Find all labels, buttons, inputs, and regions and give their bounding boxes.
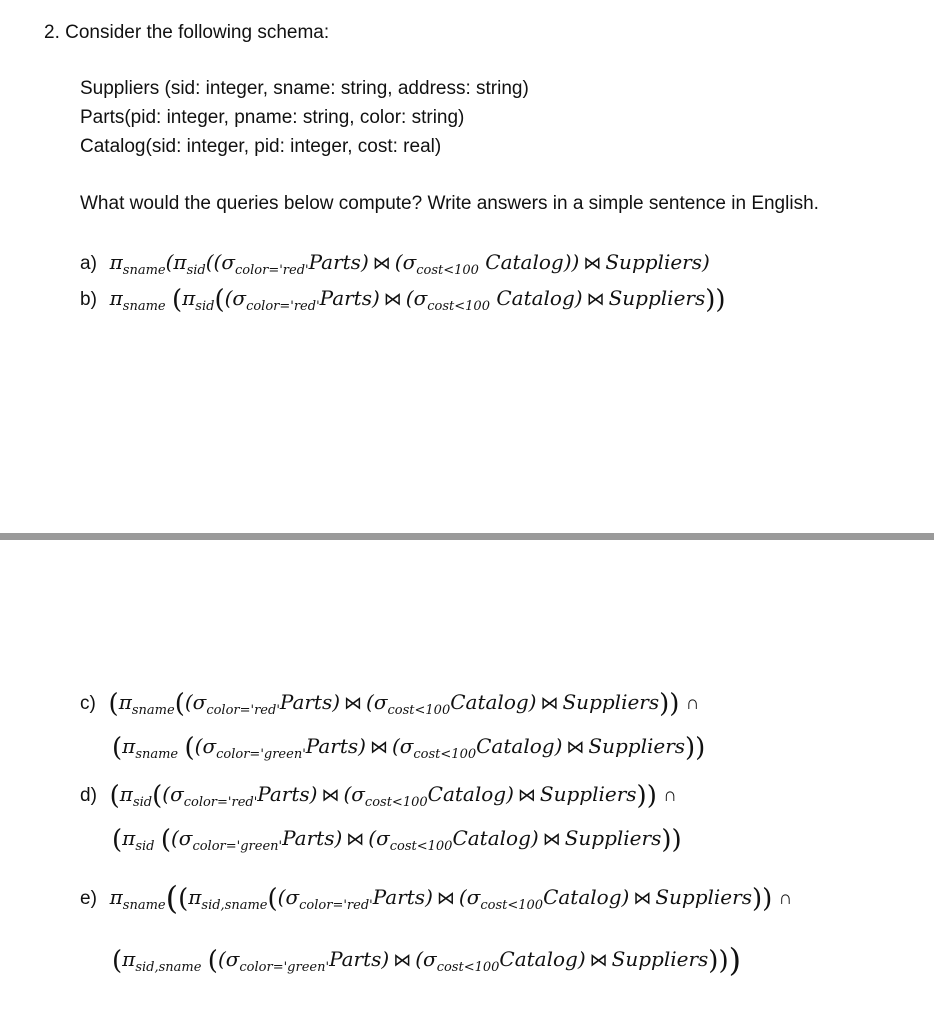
section-divider bbox=[0, 533, 934, 540]
question-prompt: What would the queries below compute? Write answers in a simple sentence in English. bbox=[80, 193, 819, 214]
query-e-line1: e) $\pi_{sname}((\pi_{sid,sname}((\sigma_{color='red'}Parts)$ ⋈ $(\sigma_{cost<100}Catalog)$ ⋈ Suppliers)) ∩ bbox=[80, 879, 793, 917]
query-c-line1: c) ($\pi_{sname}((\sigma_{color='red'}Parts)$ ⋈ $(\sigma_{cost<100}Catalog)$ ⋈ Suppliers)) ∩ bbox=[80, 689, 700, 719]
query-c-line2: ($\pi_{sname}$ ($(\sigma_{color='green'}Parts)$ ⋈ $(\sigma_{cost<100}Catalog)$ ⋈ Suppliers)) bbox=[112, 733, 706, 763]
query-a: a) $\pi_{sname}(\pi_{sid}((\sigma_{color='red'}Parts)$ ⋈ ($\sigma_{cost<100}$ Catalog)) ⋈ Suppliers) bbox=[80, 250, 710, 278]
schema-parts: Parts(pid: integer, pname: string, color: string) bbox=[80, 107, 465, 128]
schema-catalog: Catalog(sid: integer, pid: integer, cost: real) bbox=[80, 136, 442, 157]
query-b: b) $\pi_{sname}$ ($\pi_{sid}((\sigma_{color='red'}Parts)$ ⋈ ($\sigma_{cost<100}$ Catalog) ⋈ Suppliers)) bbox=[80, 285, 726, 315]
query-d-line1: d) ($\pi_{sid}((\sigma_{color='red'}Parts)$ ⋈ $(\sigma_{cost<100}Catalog)$ ⋈ Suppliers)) ∩ bbox=[80, 781, 677, 811]
problem-heading: 2. Consider the following schema: bbox=[44, 22, 330, 43]
query-e-line2: ($\pi_{sid,sname}$ ($(\sigma_{color='green'}Parts)$ ⋈ $(\sigma_{cost<100}Catalog)$ ⋈ Suppliers))) bbox=[112, 941, 742, 979]
schema-suppliers: Suppliers (sid: integer, sname: string, address: string) bbox=[80, 78, 529, 99]
query-d-line2: ($\pi_{sid}$ ($(\sigma_{color='green'}Parts)$ ⋈ $(\sigma_{cost<100}Catalog)$ ⋈ Suppliers)) bbox=[112, 825, 682, 855]
